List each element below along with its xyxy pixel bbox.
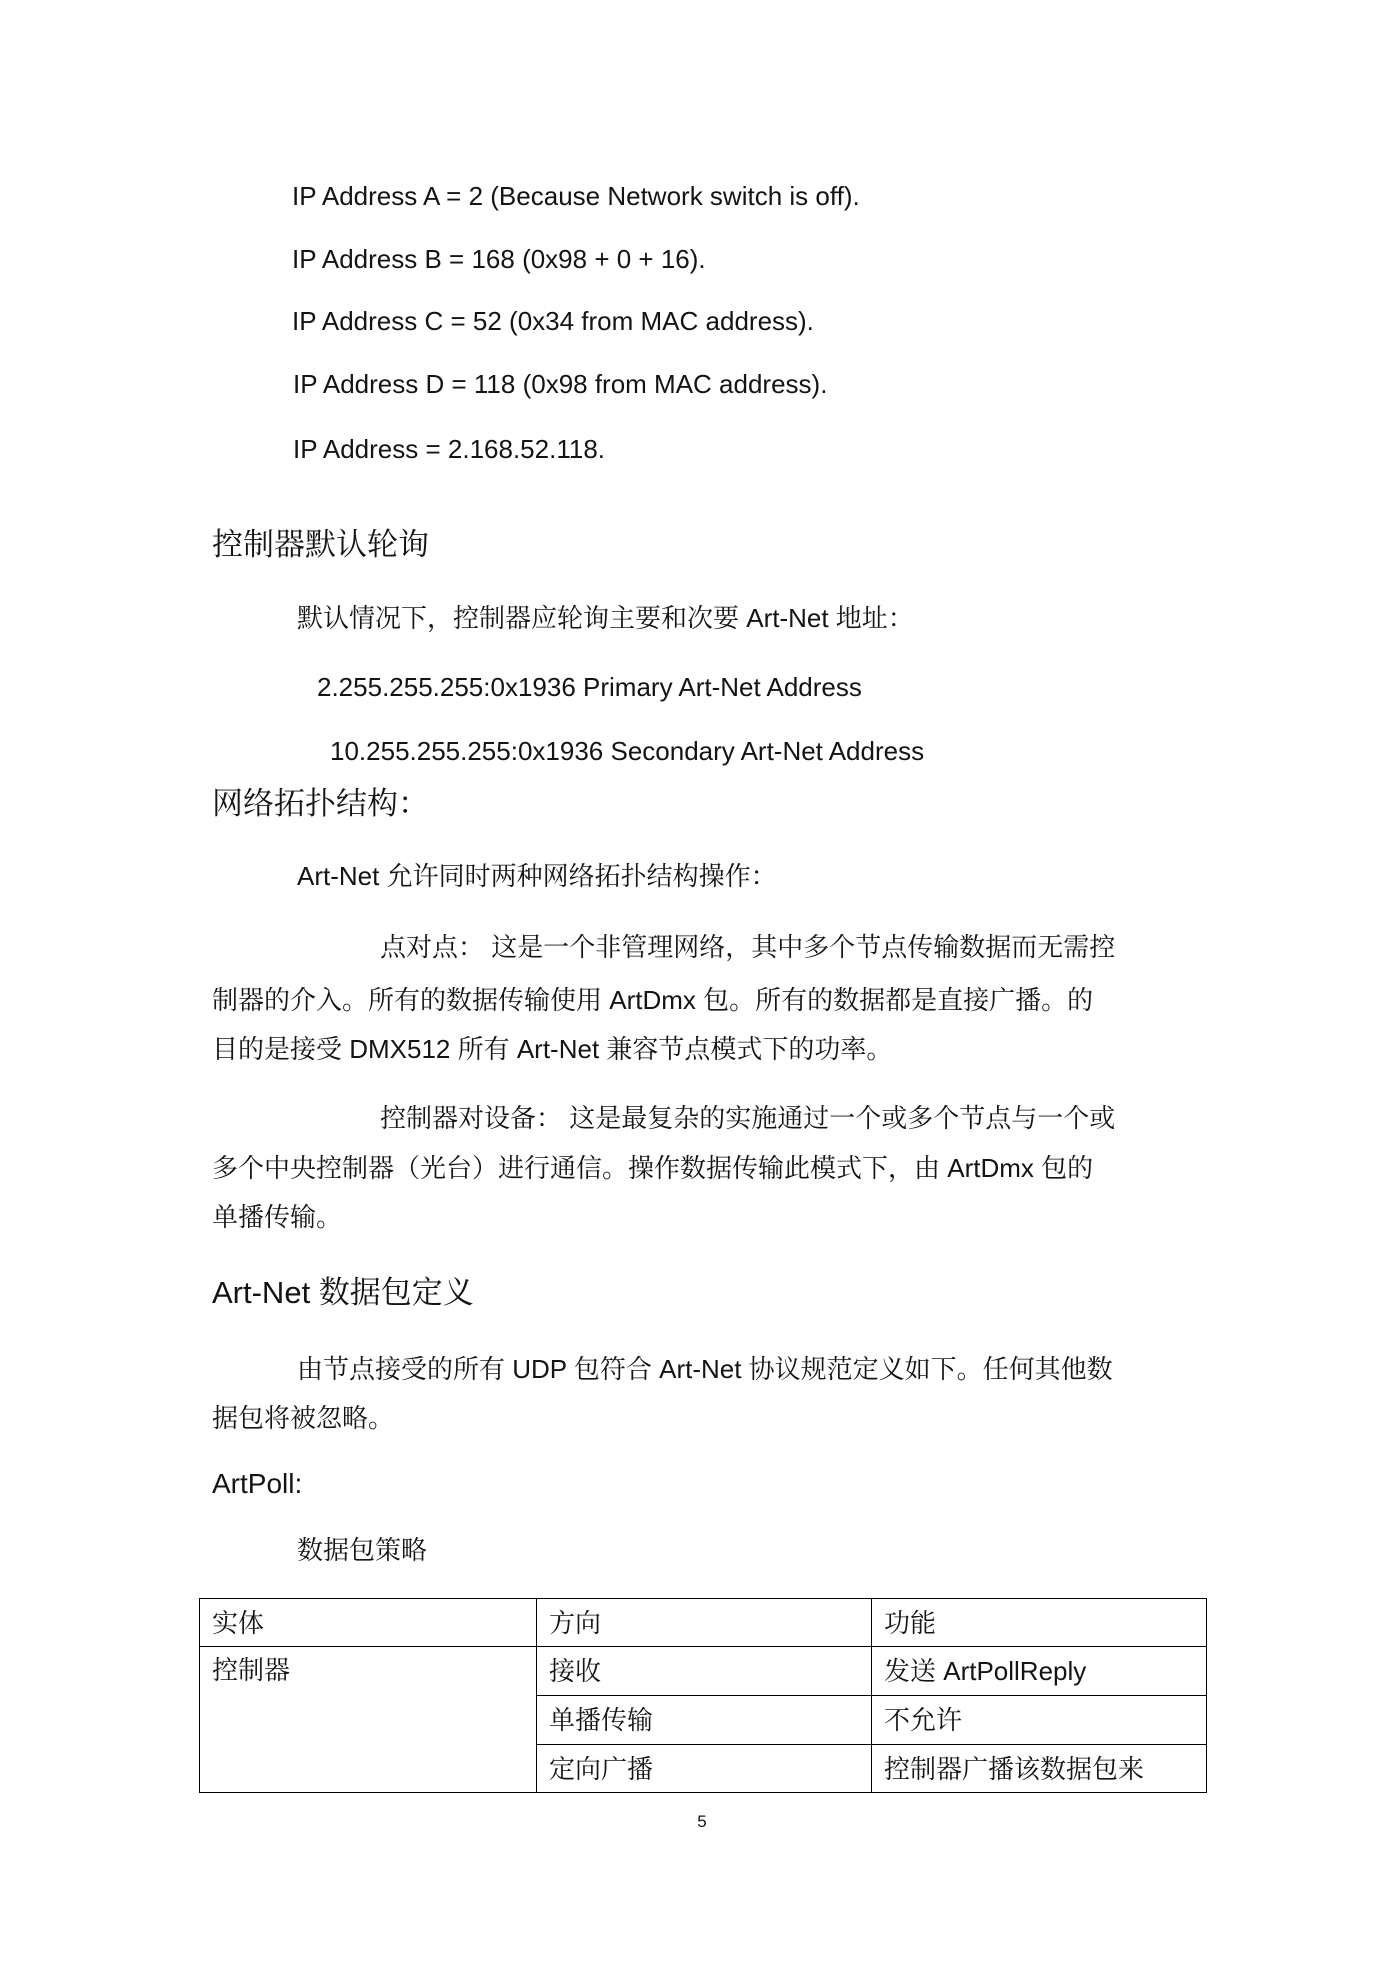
packet-policy-table (199, 1598, 1207, 1793)
controller-poll-heading: 控制器默认轮询 (212, 527, 429, 562)
topology-intro: Art-Net 允许同时两种网络拓扑结构操作： (297, 861, 777, 891)
artpoll-heading: ArtPoll: (212, 1468, 303, 1499)
secondary-address-line: 10.255.255.255:0x1936 Secondary Art-Net Address (330, 736, 925, 766)
controller-poll-intro: 默认情况下，控制器应轮询主要和次要 Art-Net 地址： (297, 603, 914, 633)
packet-definition-paragraph-line: 由节点接受的所有 UDP 包符合 Art-Net 协议规范定义如下。任何其他数 (297, 1354, 1113, 1384)
table-header-row (200, 1599, 1207, 1647)
primary-address-line: 2.255.255.255:0x1936 Primary Art-Net Address (317, 672, 862, 702)
packet-definition-paragraph-line: 据包将被忽略。 (212, 1403, 395, 1433)
table-header-cell: 实体 (200, 1599, 537, 1647)
controller-device-paragraph-line: 单播传输。 (212, 1202, 343, 1232)
table-cell: 发送 ArtPollReply (872, 1647, 1207, 1696)
table-cell: 不允许 (872, 1696, 1207, 1745)
controller-device-paragraph-line: 多个中央控制器（光台）进行通信。操作数据传输此模式下，由 ArtDmx 包的 (212, 1153, 1094, 1183)
p2p-paragraph-line: 目的是接受 DMX512 所有 Art-Net 兼容节点模式下的功率。 (212, 1034, 893, 1064)
p2p-paragraph-line: 点对点： 这是一个非管理网络，其中多个节点传输数据而无需控 (380, 932, 1116, 962)
table-row (200, 1647, 1207, 1696)
ip-address-c-line: IP Address C = 52 (0x34 from MAC address). (292, 306, 814, 336)
ip-address-a-line: IP Address A = 2 (Because Network switch is off). (292, 181, 860, 211)
topology-heading: 网络拓扑结构： (212, 786, 429, 821)
ip-address-b-line: IP Address B = 168 (0x98 + 0 + 16). (292, 244, 706, 274)
table-header-cell: 功能 (872, 1599, 1207, 1647)
table-entity-cell: 控制器 (200, 1647, 537, 1793)
table-header-cell: 方向 (537, 1599, 872, 1647)
ip-address-d-line: IP Address D = 118 (0x98 from MAC address). (293, 369, 828, 399)
table-cell: 接收 (537, 1647, 872, 1696)
packet-definition-heading: Art-Net 数据包定义 (212, 1275, 474, 1310)
controller-device-paragraph-line: 控制器对设备： 这是最复杂的实施通过一个或多个节点与一个或 (380, 1103, 1116, 1133)
table-cell: 定向广播 (537, 1745, 872, 1793)
ip-address-result-line: IP Address = 2.168.52.118. (293, 434, 605, 464)
p2p-paragraph-line: 制器的介入。所有的数据传输使用 ArtDmx 包。所有的数据都是直接广播。的 (212, 985, 1094, 1015)
table-cell: 控制器广播该数据包来 (872, 1745, 1207, 1793)
packet-policy-label: 数据包策略 (297, 1535, 428, 1565)
page-number: 5 (697, 1812, 707, 1831)
table-cell: 单播传输 (537, 1696, 872, 1745)
